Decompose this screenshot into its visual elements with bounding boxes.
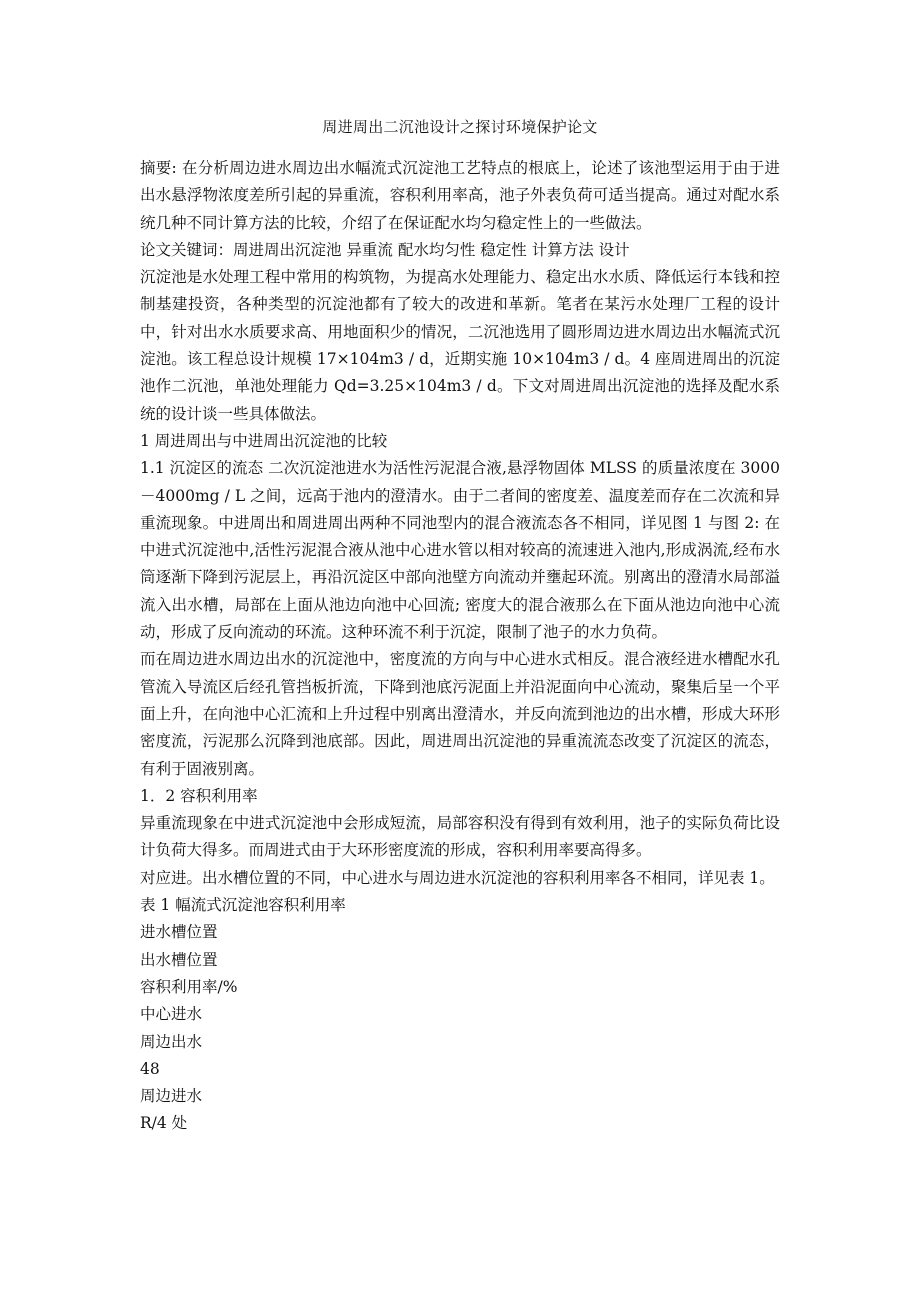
table-cell: 容积利用率/% — [140, 977, 238, 996]
table-cell: 进水槽位置 — [140, 923, 218, 942]
intro-paragraph: 沉淀池是水处理工程中常用的构筑物，为提高水处理能力、稳定出水水质、降低运行本钱和控制基建投资，各种类型的沉淀池都有了较大的改进和革新。笔者在某污水处理厂工程的设计中，针对出水水质要求高、用地面积少的情况，二沉池选用了圆形周边进水周边出水幅流式沉淀池。该工程总设计规模 17×104m3 / d，近期实施 10×104m3 / d。4 座周进周出的沉淀池作二沉池，单池处理能力 Qd=3.25×104m3 / d。下文对周进周出沉淀池的选择及配水系统的设计谈一些具体做法。 — [140, 268, 780, 423]
keywords-paragraph: 论文关键词：周进周出沉淀池 异重流 配水均匀性 稳定性 计算方法 设计 — [140, 240, 630, 259]
table-cell: 48 — [140, 1059, 160, 1078]
section-1-1-paragraph: 1.1 沉淀区的流态 二次沉淀池进水为活性污泥混合液,悬浮物固体 MLSS 的质量浓度在 3000－4000mg / L 之间，远高于池内的澄清水。由于二者间的密度差、温度差而存在二次流和异重流现象。中进周出和周进周出两种不同池型内的混合液流态各不相同，详见图 1 与图 2: 在中进式沉淀池中,活性污泥混合液从池中心进水管以相对较高的流速进入池内,形成涡流,经布水筒逐渐下降到污泥层上，再沿沉淀区中部向池壁方向流动并壅起环流。别离出的澄清水局部溢流入出水槽，局部在上面从池边向池中心回流; 密度大的混合液那么在下面从池边向池中心流动，形成了反向流动的环流。这种环流不利于沉淀，限制了池子的水力负荷。 — [140, 459, 780, 642]
table-cell: R/4 处 — [140, 1114, 188, 1133]
section-heading: 1 周进周出与中进周出沉淀池的比较 — [140, 431, 388, 450]
abstract-paragraph: 摘要: 在分析周边进水周边出水幅流式沉淀池工艺特点的根底上，论述了该池型运用于由于进出水悬浮物浓度差所引起的异重流，容积利用率高，池子外表负荷可适当提高。通过对配水系统几种不同计算方法的比较，介绍了在保证配水均匀稳定性上的一些做法。 — [140, 159, 780, 232]
table-cell: 中心进水 — [140, 1005, 203, 1024]
peripheral-flow-paragraph: 而在周边进水周边出水的沉淀池中，密度流的方向与中心进水式相反。混合液经进水槽配水孔管流入导流区后经孔管挡板折流，下降到池底污泥面上并沿泥面向中心流动，聚集后呈一个平面上升，在向池中心汇流和上升过程中别离出澄清水，并反向流到池边的出水槽，形成大环形密度流，污泥那么沉降到池底部。因此，周进周出沉淀池的异重流流态改变了沉淀区的流态，有利于固液别离。 — [140, 650, 780, 778]
section-heading: 1．2 容积利用率 — [140, 786, 258, 805]
table-caption: 表 1 幅流式沉淀池容积利用率 — [140, 896, 346, 915]
volume-utilization-paragraph: 异重流现象在中进式沉淀池中会形成短流，局部容积没有得到有效利用，池子的实际负荷比设计负荷大得多。而周进式由于大环形密度流的形成，容积利用率要高得多。 — [140, 814, 780, 860]
document-body — [140, 155, 780, 1138]
table-cell: 出水槽位置 — [140, 950, 218, 969]
document-title: 周进周出二沉池设计之探讨环境保护论文 — [322, 118, 598, 136]
table-cell: 周边进水 — [140, 1087, 203, 1106]
table-reference-paragraph: 对应进。出水槽位置的不同，中心进水与周边进水沉淀池的容积利用率各不相同，详见表 1。 — [140, 868, 775, 887]
table-cell: 周边出水 — [140, 1032, 203, 1051]
